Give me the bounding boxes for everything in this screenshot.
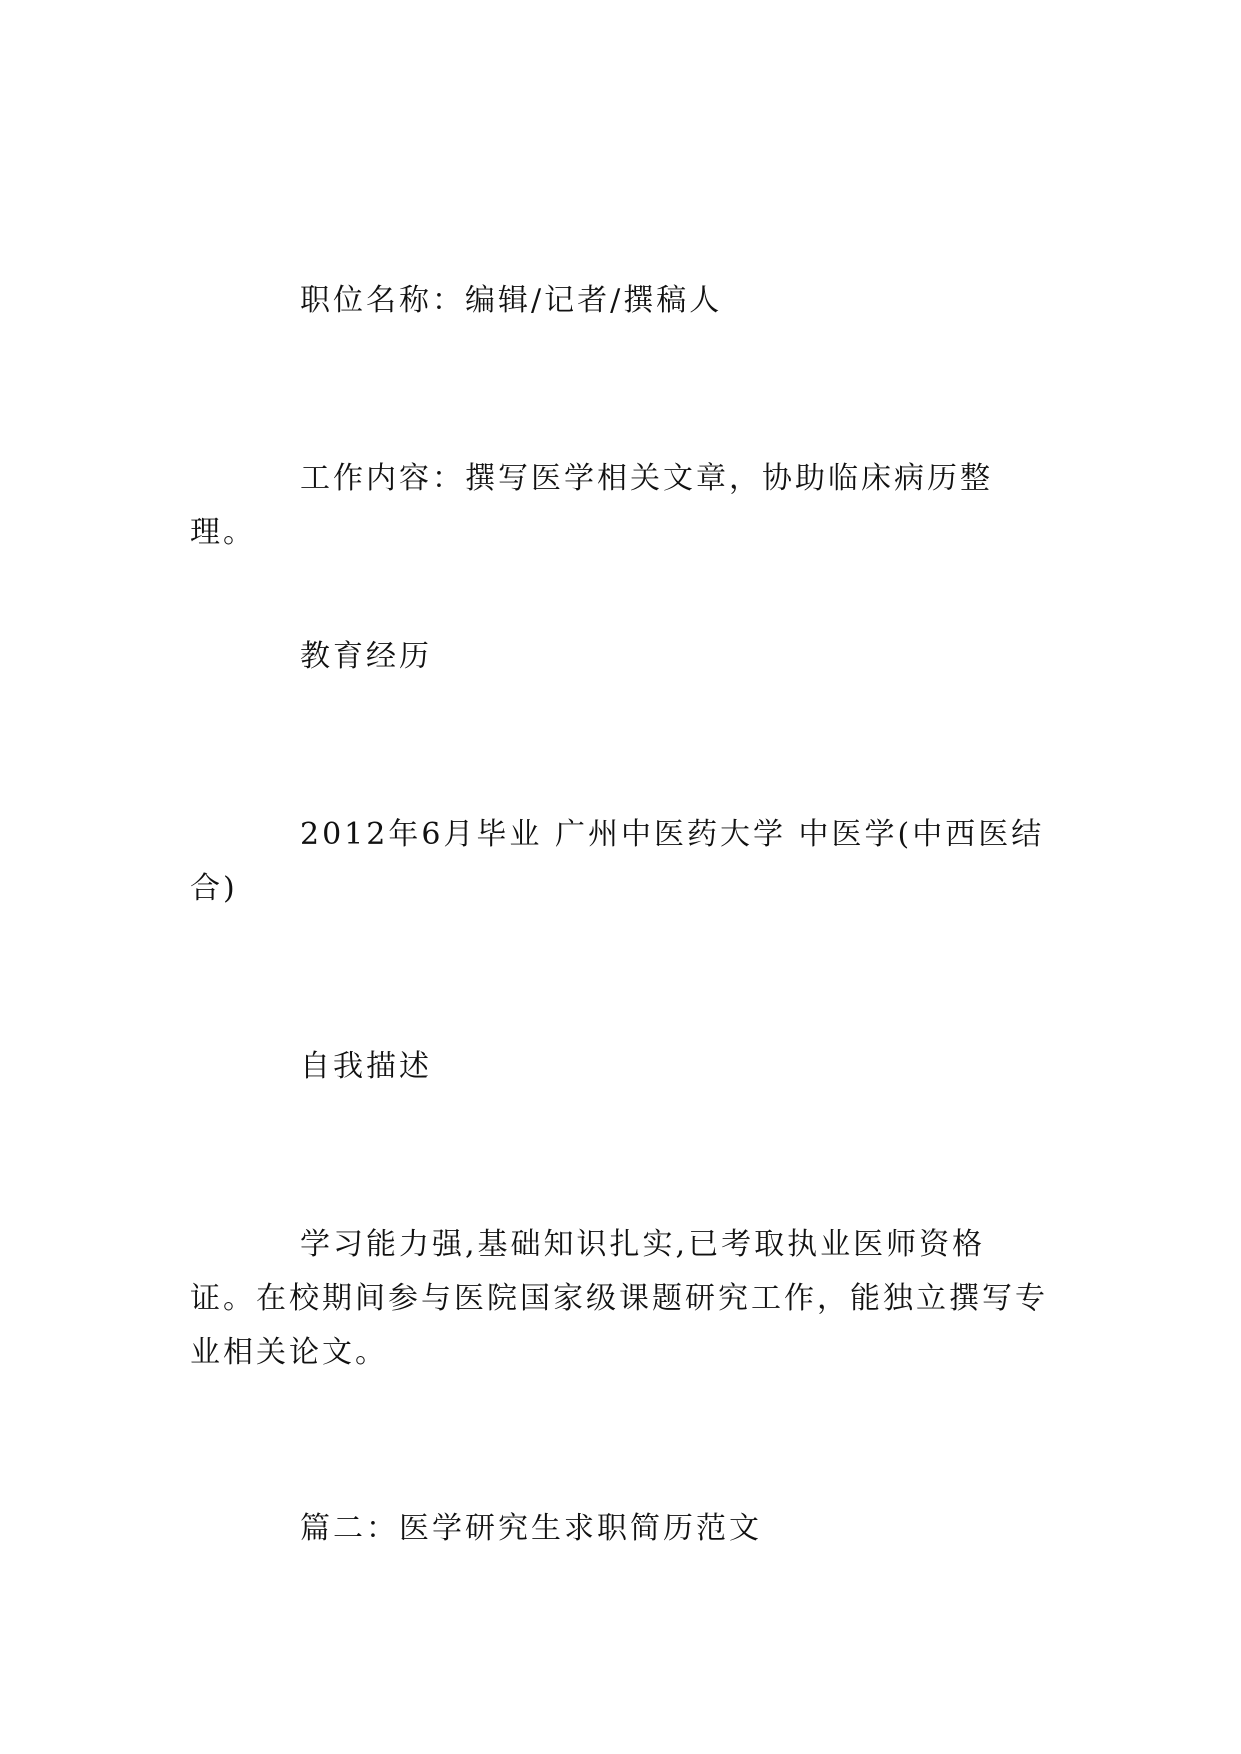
job-content-line: 工作内容：撰写医学相关文章，协助临床病历整理。 bbox=[190, 461, 993, 550]
education-detail: 2012年6月毕业 广州中医药大学 中医学(中西医结合) bbox=[190, 817, 1045, 906]
position-title-line: 职位名称：编辑/记者/撰稿人 bbox=[300, 283, 723, 318]
education-heading: 教育经历 bbox=[300, 639, 432, 674]
self-description-heading: 自我描述 bbox=[300, 1049, 432, 1084]
section-two-heading: 篇二：医学研究生求职简历范文 bbox=[300, 1511, 762, 1546]
self-description-text: 学习能力强,基础知识扎实,已考取执业医师资格证。在校期间参与医院国家级课题研究工作，能独立撰写专业相关论文。 bbox=[190, 1227, 1048, 1370]
